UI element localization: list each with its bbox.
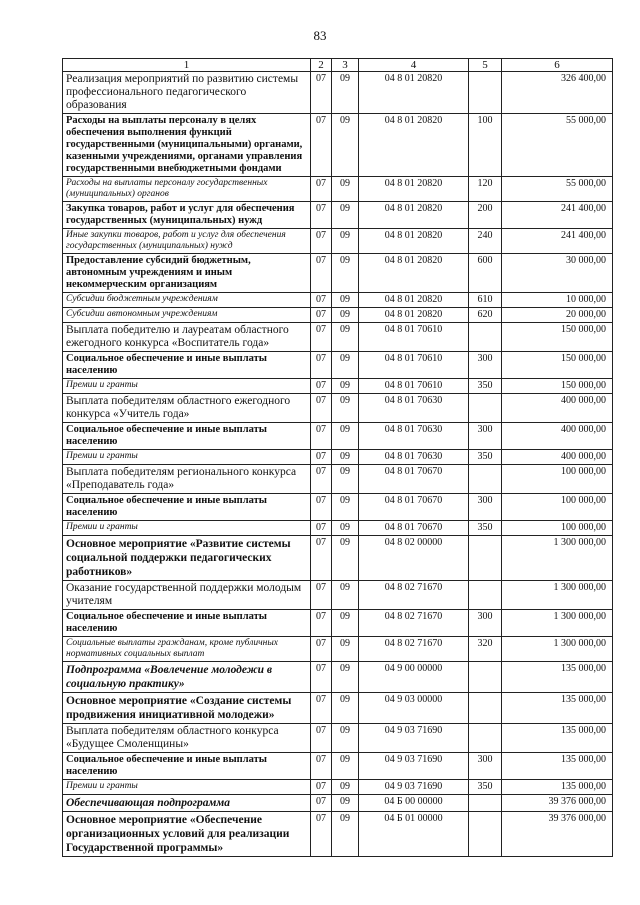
subsection-code-cell: 09 (332, 293, 359, 308)
section-code-cell: 07 (311, 795, 332, 812)
row-name-cell: Расходы на выплаты персоналу государственных (муниципальных) органов (63, 177, 311, 202)
target-article-cell: 04 8 01 20820 (359, 308, 469, 323)
table-row (63, 202, 613, 229)
section-code-cell: 07 (311, 72, 332, 114)
subsection-code-cell: 09 (332, 662, 359, 693)
target-article-cell: 04 8 01 70670 (359, 494, 469, 521)
column-header-6: 6 (502, 59, 613, 72)
amount-cell: 100 000,00 (502, 465, 613, 494)
expense-type-cell: 350 (469, 780, 502, 795)
section-code-cell: 07 (311, 536, 332, 581)
subsection-code-cell: 09 (332, 352, 359, 379)
row-name-cell: Выплата победителям областного ежегодного конкурса «Учитель года» (63, 394, 311, 423)
target-article-cell: 04 8 01 20820 (359, 114, 469, 177)
section-code-cell: 07 (311, 693, 332, 724)
table-row (63, 812, 613, 857)
target-article-cell: 04 8 02 71670 (359, 637, 469, 662)
target-article-cell: 04 9 03 71690 (359, 724, 469, 753)
section-code-cell: 07 (311, 637, 332, 662)
expense-type-cell (469, 536, 502, 581)
table-row (63, 293, 613, 308)
subsection-code-cell: 09 (332, 323, 359, 352)
row-name-cell: Выплата победителям областного конкурса «Будущее Смоленщины» (63, 724, 311, 753)
expense-type-cell: 300 (469, 753, 502, 780)
column-header-1: 1 (63, 59, 311, 72)
amount-cell: 20 000,00 (502, 308, 613, 323)
amount-cell: 150 000,00 (502, 379, 613, 394)
target-article-cell: 04 8 02 71670 (359, 610, 469, 637)
subsection-code-cell: 09 (332, 637, 359, 662)
expense-type-cell: 350 (469, 521, 502, 536)
section-code-cell: 07 (311, 293, 332, 308)
expense-type-cell: 620 (469, 308, 502, 323)
row-name-cell: Премии и гранты (63, 379, 311, 394)
amount-cell: 1 300 000,00 (502, 581, 613, 610)
table-row (63, 352, 613, 379)
row-name-cell: Оказание государственной поддержки молодым учителям (63, 581, 311, 610)
expense-type-cell (469, 693, 502, 724)
section-code-cell: 07 (311, 812, 332, 857)
target-article-cell: 04 9 03 00000 (359, 693, 469, 724)
row-name-cell: Закупка товаров, работ и услуг для обеспечения государственных (муниципальных) нужд (63, 202, 311, 229)
expense-type-cell: 240 (469, 229, 502, 254)
target-article-cell: 04 8 01 70630 (359, 423, 469, 450)
column-header-5: 5 (469, 59, 502, 72)
column-header-3: 3 (332, 59, 359, 72)
subsection-code-cell: 09 (332, 693, 359, 724)
target-article-cell: 04 Б 00 00000 (359, 795, 469, 812)
amount-cell: 150 000,00 (502, 323, 613, 352)
table-row (63, 610, 613, 637)
expense-type-cell (469, 72, 502, 114)
table-row (63, 494, 613, 521)
section-code-cell: 07 (311, 177, 332, 202)
expense-type-cell: 600 (469, 254, 502, 293)
amount-cell: 135 000,00 (502, 780, 613, 795)
expense-type-cell (469, 581, 502, 610)
subsection-code-cell: 09 (332, 536, 359, 581)
row-name-cell: Подпрограмма «Вовлечение молодежи в социальную практику» (63, 662, 311, 693)
table-row (63, 521, 613, 536)
subsection-code-cell: 09 (332, 450, 359, 465)
target-article-cell: 04 8 01 70630 (359, 450, 469, 465)
table-row (63, 536, 613, 581)
table-header-row (63, 59, 613, 72)
table-row (63, 323, 613, 352)
row-name-cell: Выплата победителям регионального конкурса «Преподаватель года» (63, 465, 311, 494)
subsection-code-cell: 09 (332, 394, 359, 423)
section-code-cell: 07 (311, 494, 332, 521)
section-code-cell: 07 (311, 465, 332, 494)
amount-cell: 55 000,00 (502, 177, 613, 202)
amount-cell: 30 000,00 (502, 254, 613, 293)
section-code-cell: 07 (311, 423, 332, 450)
section-code-cell: 07 (311, 229, 332, 254)
section-code-cell: 07 (311, 724, 332, 753)
table-row (63, 114, 613, 177)
amount-cell: 400 000,00 (502, 450, 613, 465)
subsection-code-cell: 09 (332, 724, 359, 753)
table-row (63, 229, 613, 254)
table-row (63, 308, 613, 323)
expense-type-cell (469, 323, 502, 352)
expense-type-cell (469, 662, 502, 693)
row-name-cell: Выплата победителю и лауреатам областного ежегодного конкурса «Воспитатель года» (63, 323, 311, 352)
subsection-code-cell: 09 (332, 72, 359, 114)
section-code-cell: 07 (311, 610, 332, 637)
row-name-cell: Иные закупки товаров, работ и услуг для обеспечения государственных (муниципальных) нужд (63, 229, 311, 254)
target-article-cell: 04 9 00 00000 (359, 662, 469, 693)
expense-type-cell (469, 795, 502, 812)
amount-cell: 241 400,00 (502, 229, 613, 254)
expense-type-cell (469, 812, 502, 857)
table-row (63, 254, 613, 293)
table-row (63, 693, 613, 724)
page-number: 83 (313, 28, 327, 43)
row-name-cell: Социальное обеспечение и иные выплаты населению (63, 753, 311, 780)
target-article-cell: 04 8 01 70670 (359, 465, 469, 494)
table-row (63, 662, 613, 693)
expense-type-cell: 200 (469, 202, 502, 229)
table-body (63, 72, 613, 857)
target-article-cell: 04 9 03 71690 (359, 753, 469, 780)
amount-cell: 400 000,00 (502, 423, 613, 450)
subsection-code-cell: 09 (332, 795, 359, 812)
amount-cell: 326 400,00 (502, 72, 613, 114)
subsection-code-cell: 09 (332, 114, 359, 177)
table-row (63, 450, 613, 465)
subsection-code-cell: 09 (332, 521, 359, 536)
expense-type-cell: 350 (469, 379, 502, 394)
expense-type-cell (469, 394, 502, 423)
amount-cell: 1 300 000,00 (502, 536, 613, 581)
target-article-cell: 04 8 01 20820 (359, 177, 469, 202)
section-code-cell: 07 (311, 581, 332, 610)
target-article-cell: 04 8 01 20820 (359, 293, 469, 308)
subsection-code-cell: 09 (332, 177, 359, 202)
table-row (63, 177, 613, 202)
amount-cell: 1 300 000,00 (502, 610, 613, 637)
subsection-code-cell: 09 (332, 465, 359, 494)
expense-type-cell: 100 (469, 114, 502, 177)
section-code-cell: 07 (311, 753, 332, 780)
section-code-cell: 07 (311, 450, 332, 465)
table-row (63, 379, 613, 394)
amount-cell: 150 000,00 (502, 352, 613, 379)
target-article-cell: 04 8 02 71670 (359, 581, 469, 610)
section-code-cell: 07 (311, 323, 332, 352)
expense-type-cell (469, 724, 502, 753)
section-code-cell: 07 (311, 521, 332, 536)
target-article-cell: 04 8 01 20820 (359, 254, 469, 293)
table-row (63, 394, 613, 423)
target-article-cell: 04 9 03 71690 (359, 780, 469, 795)
expense-type-cell: 610 (469, 293, 502, 308)
subsection-code-cell: 09 (332, 308, 359, 323)
row-name-cell: Субсидии автономным учреждениям (63, 308, 311, 323)
row-name-cell: Социальное обеспечение и иные выплаты населению (63, 423, 311, 450)
expense-type-cell: 300 (469, 352, 502, 379)
row-name-cell: Реализация мероприятий по развитию системы профессионального педагогического образования (63, 72, 311, 114)
expense-type-cell: 120 (469, 177, 502, 202)
expense-type-cell: 320 (469, 637, 502, 662)
amount-cell: 135 000,00 (502, 662, 613, 693)
table-row (63, 637, 613, 662)
target-article-cell: 04 8 01 70610 (359, 352, 469, 379)
amount-cell: 55 000,00 (502, 114, 613, 177)
column-header-2: 2 (311, 59, 332, 72)
amount-cell: 39 376 000,00 (502, 812, 613, 857)
row-name-cell: Социальное обеспечение и иные выплаты населению (63, 352, 311, 379)
target-article-cell: 04 8 02 00000 (359, 536, 469, 581)
subsection-code-cell: 09 (332, 581, 359, 610)
section-code-cell: 07 (311, 202, 332, 229)
subsection-code-cell: 09 (332, 610, 359, 637)
row-name-cell: Социальное обеспечение и иные выплаты населению (63, 610, 311, 637)
amount-cell: 100 000,00 (502, 521, 613, 536)
table-row (63, 724, 613, 753)
row-name-cell: Расходы на выплаты персоналу в целях обеспечения выполнения функций государственными (муниципальными) органами, казенными учреждениями, органами управления государственными внебюджетными фондами (63, 114, 311, 177)
row-name-cell: Социальное обеспечение и иные выплаты населению (63, 494, 311, 521)
section-code-cell: 07 (311, 780, 332, 795)
subsection-code-cell: 09 (332, 494, 359, 521)
subsection-code-cell: 09 (332, 780, 359, 795)
table-row (63, 72, 613, 114)
column-header-4: 4 (359, 59, 469, 72)
row-name-cell: Социальные выплаты гражданам, кроме публичных нормативных социальных выплат (63, 637, 311, 662)
expense-type-cell: 350 (469, 450, 502, 465)
target-article-cell: 04 8 01 20820 (359, 229, 469, 254)
target-article-cell: 04 8 01 20820 (359, 72, 469, 114)
target-article-cell: 04 8 01 70670 (359, 521, 469, 536)
subsection-code-cell: 09 (332, 379, 359, 394)
table-row (63, 795, 613, 812)
row-name-cell: Обеспечивающая подпрограмма (63, 795, 311, 812)
row-name-cell: Премии и гранты (63, 450, 311, 465)
subsection-code-cell: 09 (332, 753, 359, 780)
section-code-cell: 07 (311, 114, 332, 177)
budget-table (62, 58, 613, 857)
section-code-cell: 07 (311, 394, 332, 423)
expense-type-cell: 300 (469, 494, 502, 521)
target-article-cell: 04 8 01 20820 (359, 202, 469, 229)
subsection-code-cell: 09 (332, 423, 359, 450)
table-row (63, 423, 613, 450)
expense-type-cell: 300 (469, 423, 502, 450)
amount-cell: 10 000,00 (502, 293, 613, 308)
target-article-cell: 04 8 01 70610 (359, 379, 469, 394)
subsection-code-cell: 09 (332, 254, 359, 293)
row-name-cell: Основное мероприятие «Развитие системы социальной поддержки педагогических работников» (63, 536, 311, 581)
section-code-cell: 07 (311, 352, 332, 379)
amount-cell: 1 300 000,00 (502, 637, 613, 662)
target-article-cell: 04 8 01 70630 (359, 394, 469, 423)
section-code-cell: 07 (311, 308, 332, 323)
amount-cell: 135 000,00 (502, 693, 613, 724)
table-row (63, 581, 613, 610)
row-name-cell: Премии и гранты (63, 780, 311, 795)
subsection-code-cell: 09 (332, 812, 359, 857)
expense-type-cell (469, 465, 502, 494)
row-name-cell: Основное мероприятие «Обеспечение организационных условий для реализации Государственной программы» (63, 812, 311, 857)
table-row (63, 465, 613, 494)
section-code-cell: 07 (311, 662, 332, 693)
amount-cell: 400 000,00 (502, 394, 613, 423)
row-name-cell: Основное мероприятие «Создание системы продвижения инициативной молодежи» (63, 693, 311, 724)
amount-cell: 135 000,00 (502, 753, 613, 780)
row-name-cell: Премии и гранты (63, 521, 311, 536)
subsection-code-cell: 09 (332, 229, 359, 254)
section-code-cell: 07 (311, 379, 332, 394)
table-row (63, 753, 613, 780)
amount-cell: 100 000,00 (502, 494, 613, 521)
amount-cell: 135 000,00 (502, 724, 613, 753)
expense-type-cell: 300 (469, 610, 502, 637)
target-article-cell: 04 Б 01 00000 (359, 812, 469, 857)
table-row (63, 780, 613, 795)
target-article-cell: 04 8 01 70610 (359, 323, 469, 352)
subsection-code-cell: 09 (332, 202, 359, 229)
section-code-cell: 07 (311, 254, 332, 293)
amount-cell: 241 400,00 (502, 202, 613, 229)
amount-cell: 39 376 000,00 (502, 795, 613, 812)
row-name-cell: Субсидии бюджетным учреждениям (63, 293, 311, 308)
row-name-cell: Предоставление субсидий бюджетным, автономным учреждениям и иным некоммерческим организациям (63, 254, 311, 293)
